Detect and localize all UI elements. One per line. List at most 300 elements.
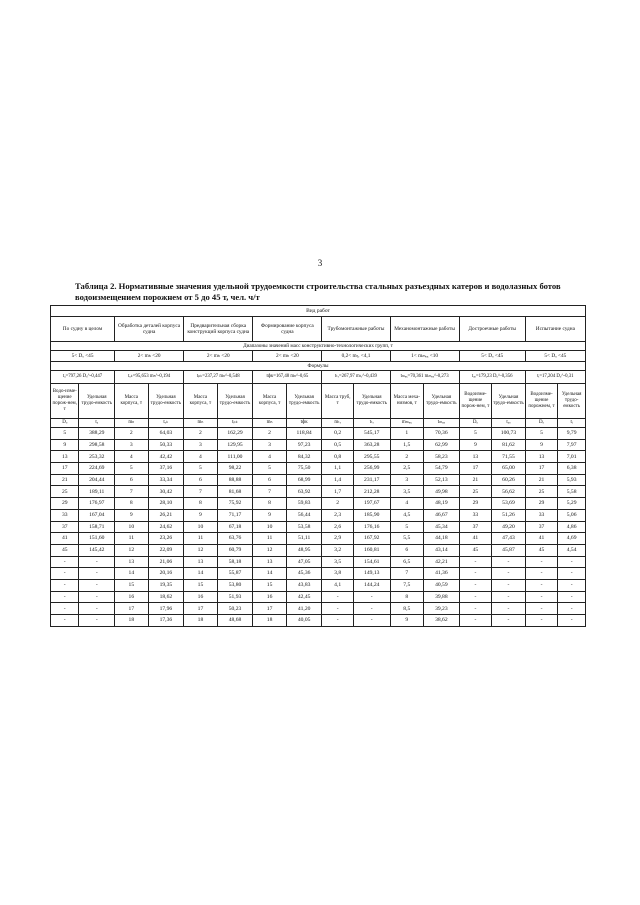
table-cell: - (79, 591, 115, 603)
table-cell: - (51, 556, 79, 568)
table-cell: 68,99 (286, 474, 322, 486)
table-cell: 4 (184, 451, 218, 463)
table-cell: 7,5 (390, 579, 424, 591)
table-cell: - (558, 603, 586, 615)
table-cell: 4,86 (558, 521, 586, 533)
table-cell: 13 (525, 451, 558, 463)
column-header: Масса меха-низмов, т (390, 384, 424, 419)
table-cell: 11 (115, 533, 149, 545)
column-header: Водоизме-щение порожнем, т (525, 384, 558, 419)
table-cell: 48,68 (217, 615, 253, 627)
table-cell: 29 (51, 498, 79, 510)
table-cell: 8 (253, 498, 287, 510)
table-cell: - (525, 591, 558, 603)
table-cell: 33,34 (148, 474, 184, 486)
table-cell: 21 (459, 474, 492, 486)
range-cell: 2< mₕ <20 (184, 351, 253, 362)
table-row (51, 486, 586, 498)
table-cell: 23,26 (148, 533, 184, 545)
work-group-header: Испытание судна (525, 317, 585, 342)
table-cell: 4 (115, 451, 149, 463)
table-row (51, 533, 586, 545)
table-cell: 70,36 (424, 428, 460, 440)
table-cell: 5 (184, 463, 218, 475)
table-cell: 0,8 (322, 451, 354, 463)
table-cell: 2 (184, 428, 218, 440)
table-cell: 8 (115, 498, 149, 510)
table-cell: 42,21 (424, 556, 460, 568)
column-symbol: tᵢ (558, 419, 586, 428)
table-cell: 0,5 (322, 439, 354, 451)
work-group-header: По судну в целом (51, 317, 115, 342)
table-cell: 26,21 (148, 509, 184, 521)
table-cell: 7,97 (558, 439, 586, 451)
table-cell: 5,29 (558, 498, 586, 510)
table-cell: 17 (459, 463, 492, 475)
table-cell: 17,36 (148, 615, 184, 627)
table-cell: 4 (390, 498, 424, 510)
table-cell: 3 (390, 474, 424, 486)
column-symbol: tₚₖ (217, 419, 253, 428)
table-cell: 14 (115, 568, 149, 580)
table-cell: 17 (253, 603, 287, 615)
table-cell: - (51, 603, 79, 615)
table-cell: 45,87 (492, 544, 526, 556)
table-cell: - (525, 579, 558, 591)
table-cell: 12 (184, 544, 218, 556)
column-symbol: tₜᵣ (353, 419, 390, 428)
table-cell: 17 (184, 603, 218, 615)
table-cell: - (459, 615, 492, 627)
column-header: Масса корпуса, т (184, 384, 218, 419)
table-cell: 39,88 (424, 591, 460, 603)
table-cell: 167,04 (79, 509, 115, 521)
table-cell: 13 (115, 556, 149, 568)
table-cell: 50,23 (217, 603, 253, 615)
table-cell: 1 (390, 428, 424, 440)
table-cell: 41,20 (286, 603, 322, 615)
table-cell: 12 (115, 544, 149, 556)
table-cell: 9 (390, 615, 424, 627)
table-cell: 1,7 (322, 486, 354, 498)
table-cell: - (79, 579, 115, 591)
table-cell: 212,28 (353, 486, 390, 498)
table-cell: 545,17 (353, 428, 390, 440)
table-cell: 75,92 (217, 498, 253, 510)
table-cell: 53,58 (286, 521, 322, 533)
table-cell: - (558, 556, 586, 568)
table-cell: 33 (51, 509, 79, 521)
table-cell: 40,05 (286, 615, 322, 627)
column-header: Масса труб, т (322, 384, 354, 419)
table-cell: 10 (184, 521, 218, 533)
work-group-header: Механомонтажные работы (390, 317, 459, 342)
table-row (51, 521, 586, 533)
table-cell: 8 (184, 498, 218, 510)
column-header: Удельная трудо-емкость (424, 384, 460, 419)
table-cell: 7 (184, 486, 218, 498)
table-cell: 6,38 (558, 463, 586, 475)
table-cell: - (353, 603, 390, 615)
table-cell: 18 (184, 615, 218, 627)
table-cell: 3,5 (322, 556, 354, 568)
table-cell: 37 (51, 521, 79, 533)
table-cell: 2,6 (322, 521, 354, 533)
table-cell: 71,55 (492, 451, 526, 463)
table-cell: 38,62 (424, 615, 460, 627)
table-cell: 9 (459, 439, 492, 451)
norms-table (50, 305, 586, 627)
table-cell: - (322, 603, 354, 615)
table-cell: 45,36 (286, 568, 322, 580)
table-cell: 4 (253, 451, 287, 463)
table-cell: 295,55 (353, 451, 390, 463)
table-cell: 63,76 (217, 533, 253, 545)
table-cell: 154,61 (353, 556, 390, 568)
formula-cell: tₐₒ=179,23 Dₒ^-0,356 (459, 371, 525, 384)
table-cell: 18 (253, 615, 287, 627)
table-cell: 7 (390, 568, 424, 580)
page-number: 3 (317, 258, 323, 268)
table-cell: 129,95 (217, 439, 253, 451)
table-cell: 13 (51, 451, 79, 463)
table-cell: 2 (322, 498, 354, 510)
table-cell: 50,33 (148, 439, 184, 451)
table-cell: 41 (51, 533, 79, 545)
table-cell: 18 (115, 615, 149, 627)
table-cell: - (322, 615, 354, 627)
table-cell: 41 (525, 533, 558, 545)
table-cell: 84,32 (286, 451, 322, 463)
table-cell: 5,58 (558, 486, 586, 498)
table-cell: 42,45 (286, 591, 322, 603)
table-cell: 45 (459, 544, 492, 556)
table-cell: 15 (115, 579, 149, 591)
table-cell: 59,83 (286, 498, 322, 510)
table-cell: 2,9 (322, 533, 354, 545)
table-cell: 3,2 (322, 544, 354, 556)
table-cell: 2 (115, 428, 149, 440)
table-cell: 8,5 (390, 603, 424, 615)
table-cell: 5 (51, 428, 79, 440)
table-cell: - (558, 591, 586, 603)
table-cell: 37 (525, 521, 558, 533)
table-cell: 253,32 (79, 451, 115, 463)
table-cell: 63,92 (286, 486, 322, 498)
table-row (51, 439, 586, 451)
table-cell: 20,16 (148, 568, 184, 580)
range-cell: 1< mₘₑₓ <10 (390, 351, 459, 362)
column-header: Удельная трудо-емкость (492, 384, 526, 419)
table-cell: 4,54 (558, 544, 586, 556)
table-cell: 100,73 (492, 428, 526, 440)
range-cell: 5< Dₒ <45 (525, 351, 585, 362)
table-cell: 9 (184, 509, 218, 521)
table-cell: 52,13 (424, 474, 460, 486)
table-cell: 55,87 (217, 568, 253, 580)
table-cell: - (459, 603, 492, 615)
table-row (51, 428, 586, 440)
table-cell: - (353, 615, 390, 627)
table-cell: 29 (525, 498, 558, 510)
table-cell: 51,93 (217, 591, 253, 603)
table-cell: 5 (115, 463, 149, 475)
column-symbol: tₒₖ (148, 419, 184, 428)
table-cell: 17 (525, 463, 558, 475)
table-cell: - (79, 615, 115, 627)
table-cell: 10 (253, 521, 287, 533)
table-cell: 13 (459, 451, 492, 463)
table-cell: 17 (51, 463, 79, 475)
column-symbol: tₐ (79, 419, 115, 428)
table-cell: 4,5 (390, 509, 424, 521)
table-cell: 17,96 (148, 603, 184, 615)
table-cell: - (51, 615, 79, 627)
column-symbol: Dₒ (525, 419, 558, 428)
range-header: Диапазоны значений масс конструктивно-технологических групп, т (51, 342, 586, 351)
table-cell: 363,28 (353, 439, 390, 451)
table-cell: 24,62 (148, 521, 184, 533)
table-cell: 9 (115, 509, 149, 521)
table-row (51, 474, 586, 486)
table-cell: 16 (253, 591, 287, 603)
table-row (51, 544, 586, 556)
formula-cell: tфк=167,48 mₕ^-0,65 (253, 371, 322, 384)
table-row (51, 451, 586, 463)
table-cell: 6 (184, 474, 218, 486)
column-header: Водоизме-щение порож-нем, т (459, 384, 492, 419)
table-cell: 3,5 (390, 486, 424, 498)
column-header: Удельная трудо-емкость (217, 384, 253, 419)
table-cell: 5,5 (390, 533, 424, 545)
table-cell: 48,95 (286, 544, 322, 556)
table-cell: 81,68 (217, 486, 253, 498)
table-cell: 160,81 (353, 544, 390, 556)
column-header: Удельная трудо-емкость (286, 384, 322, 419)
column-header: Масса корпуса, т (253, 384, 287, 419)
work-group-header: Обработка деталей корпуса судна (115, 317, 184, 342)
range-cell: 2< mₕ <20 (115, 351, 184, 362)
table-cell: 98,22 (217, 463, 253, 475)
table-cell: 0,2 (322, 428, 354, 440)
table-row (51, 579, 586, 591)
table-cell: 28,10 (148, 498, 184, 510)
table-cell: 45,34 (424, 521, 460, 533)
column-symbol: tₘₑₓ (424, 419, 460, 428)
table-cell: 81,62 (492, 439, 526, 451)
table-cell: 151,60 (79, 533, 115, 545)
table-cell: 22,09 (148, 544, 184, 556)
column-symbol: Dₒ (51, 419, 79, 428)
table-cell: - (459, 556, 492, 568)
table-cell: 5 (253, 463, 287, 475)
table-cell: 58,18 (217, 556, 253, 568)
table-cell: 158,71 (79, 521, 115, 533)
table-cell: 71,17 (217, 509, 253, 521)
column-header: Масса корпуса, т (115, 384, 149, 419)
table-cell: - (79, 603, 115, 615)
table-row (51, 556, 586, 568)
work-group-header: Трубомонтажные работы (322, 317, 390, 342)
table-cell: 45 (525, 544, 558, 556)
table-cell: 25 (525, 486, 558, 498)
table-cell: 56,62 (492, 486, 526, 498)
table-row (51, 498, 586, 510)
table-cell: 2 (390, 451, 424, 463)
table-cell: 44,18 (424, 533, 460, 545)
table-cell: 21,06 (148, 556, 184, 568)
table-cell: 5,06 (558, 509, 586, 521)
table-cell: - (51, 568, 79, 580)
table-cell: 37 (459, 521, 492, 533)
table-cell: 162,29 (217, 428, 253, 440)
column-symbol: mₕ (184, 419, 218, 428)
table-cell: 5 (459, 428, 492, 440)
table-cell: 13 (184, 556, 218, 568)
table-cell: 6 (390, 544, 424, 556)
table-cell: - (459, 579, 492, 591)
table-cell: 29 (459, 498, 492, 510)
table-row (51, 615, 586, 627)
table-cell: - (558, 579, 586, 591)
table-cell: 45 (51, 544, 79, 556)
table-cell: - (492, 556, 526, 568)
table-cell: 16 (184, 591, 218, 603)
work-group-header: Формирование корпуса судна (253, 317, 322, 342)
table-cell: - (353, 591, 390, 603)
table-cell: 14 (253, 568, 287, 580)
table-cell: 97,23 (286, 439, 322, 451)
table-cell: 17 (115, 603, 149, 615)
table-cell: 53,80 (217, 579, 253, 591)
table-row (51, 568, 586, 580)
table-cell: 3 (253, 439, 287, 451)
table-cell: 54,79 (424, 463, 460, 475)
table-cell: 30,42 (148, 486, 184, 498)
table-cell: 3 (115, 439, 149, 451)
table-cell: 9 (253, 509, 287, 521)
table-cell: 144,24 (353, 579, 390, 591)
column-header: Удельная трудо-емкость (353, 384, 390, 419)
column-symbol: mₘₑₓ (390, 419, 424, 428)
table-cell: - (459, 591, 492, 603)
table-cell: 49,20 (492, 521, 526, 533)
table-cell: 58,23 (424, 451, 460, 463)
formula-cell: tₒₖ=95,653 mₕ^-0,194 (115, 371, 184, 384)
works-header: Вид работ (51, 306, 586, 317)
table-cell: 8 (390, 591, 424, 603)
table-cell: 21 (525, 474, 558, 486)
table-cell: 19,35 (148, 579, 184, 591)
table-cell: 16 (115, 591, 149, 603)
table-cell: 298,58 (79, 439, 115, 451)
table-cell: 3,8 (322, 568, 354, 580)
table-cell: 185,90 (353, 509, 390, 521)
table-cell: - (492, 615, 526, 627)
column-header: Водо-изме-щение порож-нем, т (51, 384, 79, 419)
column-header: Удельная трудо-емкость (79, 384, 115, 419)
formula-cell: tₐ=797,26 Dₒ^-0,447 (51, 371, 115, 384)
table-cell: 197,67 (353, 498, 390, 510)
range-cell: 0,2< mₜᵣ <4,1 (322, 351, 390, 362)
formula-cell: tᵢ=17,204 Dₒ^-0,31 (525, 371, 585, 384)
column-symbol: tфк (286, 419, 322, 428)
table-cell: - (525, 556, 558, 568)
table-cell: 7,01 (558, 451, 586, 463)
table-cell: 2,5 (390, 463, 424, 475)
table-cell: 67,18 (217, 521, 253, 533)
table-cell: 231,17 (353, 474, 390, 486)
table-cell: 65,00 (492, 463, 526, 475)
table-cell: 6 (253, 474, 287, 486)
column-symbol: mₕ (115, 419, 149, 428)
table-cell: 5 (525, 428, 558, 440)
table-cell: 4,1 (322, 579, 354, 591)
table-cell: 6,5 (390, 556, 424, 568)
table-cell: 388,29 (79, 428, 115, 440)
table-cell: 51,11 (286, 533, 322, 545)
table-cell: 15 (253, 579, 287, 591)
table-cell: 145,42 (79, 544, 115, 556)
table-cell: - (79, 568, 115, 580)
column-header: Удельная трудо-емкость (558, 384, 586, 419)
table-cell: 3 (184, 439, 218, 451)
table-cell: 75,50 (286, 463, 322, 475)
column-symbol: mₕ (253, 419, 287, 428)
table-cell: - (492, 568, 526, 580)
table-cell: 53,69 (492, 498, 526, 510)
work-group-header: Предварительная сборка конструкций корпуса судна (184, 317, 253, 342)
table-cell: - (525, 603, 558, 615)
table-cell: 46,67 (424, 509, 460, 521)
table-cell: 10 (115, 521, 149, 533)
table-cell: - (459, 568, 492, 580)
table-cell: 224,69 (79, 463, 115, 475)
table-cell: 51,26 (492, 509, 526, 521)
work-group-header: Достроечные работы (459, 317, 525, 342)
range-cell: 5< Dₒ <45 (459, 351, 525, 362)
table-row (51, 603, 586, 615)
table-cell: 33 (459, 509, 492, 521)
table-cell: 7 (115, 486, 149, 498)
table-cell: 176,16 (353, 521, 390, 533)
table-cell: 9 (51, 439, 79, 451)
table-cell: 62,99 (424, 439, 460, 451)
table-row (51, 509, 586, 521)
table-cell: 118,84 (286, 428, 322, 440)
table-cell: - (492, 603, 526, 615)
table-cell: 21 (51, 474, 79, 486)
table-cell: 1,5 (390, 439, 424, 451)
table-cell: 40,59 (424, 579, 460, 591)
table-cell: 64,03 (148, 428, 184, 440)
formula-header: Формулы (51, 362, 586, 371)
table-cell: 111,00 (217, 451, 253, 463)
table-cell: 176,97 (79, 498, 115, 510)
table-cell: 12 (253, 544, 287, 556)
table-cell: 60,79 (217, 544, 253, 556)
table-cell: - (558, 568, 586, 580)
table-cell: 7 (253, 486, 287, 498)
table-cell: 42,42 (148, 451, 184, 463)
table-row (51, 591, 586, 603)
formula-cell: tₜᵣ=267,97 mₜᵣ^-0,439 (322, 371, 390, 384)
table-cell: 15 (184, 579, 218, 591)
table-cell: 2 (253, 428, 287, 440)
table-cell: 11 (253, 533, 287, 545)
table-cell: 49,98 (424, 486, 460, 498)
table-cell: 6 (115, 474, 149, 486)
